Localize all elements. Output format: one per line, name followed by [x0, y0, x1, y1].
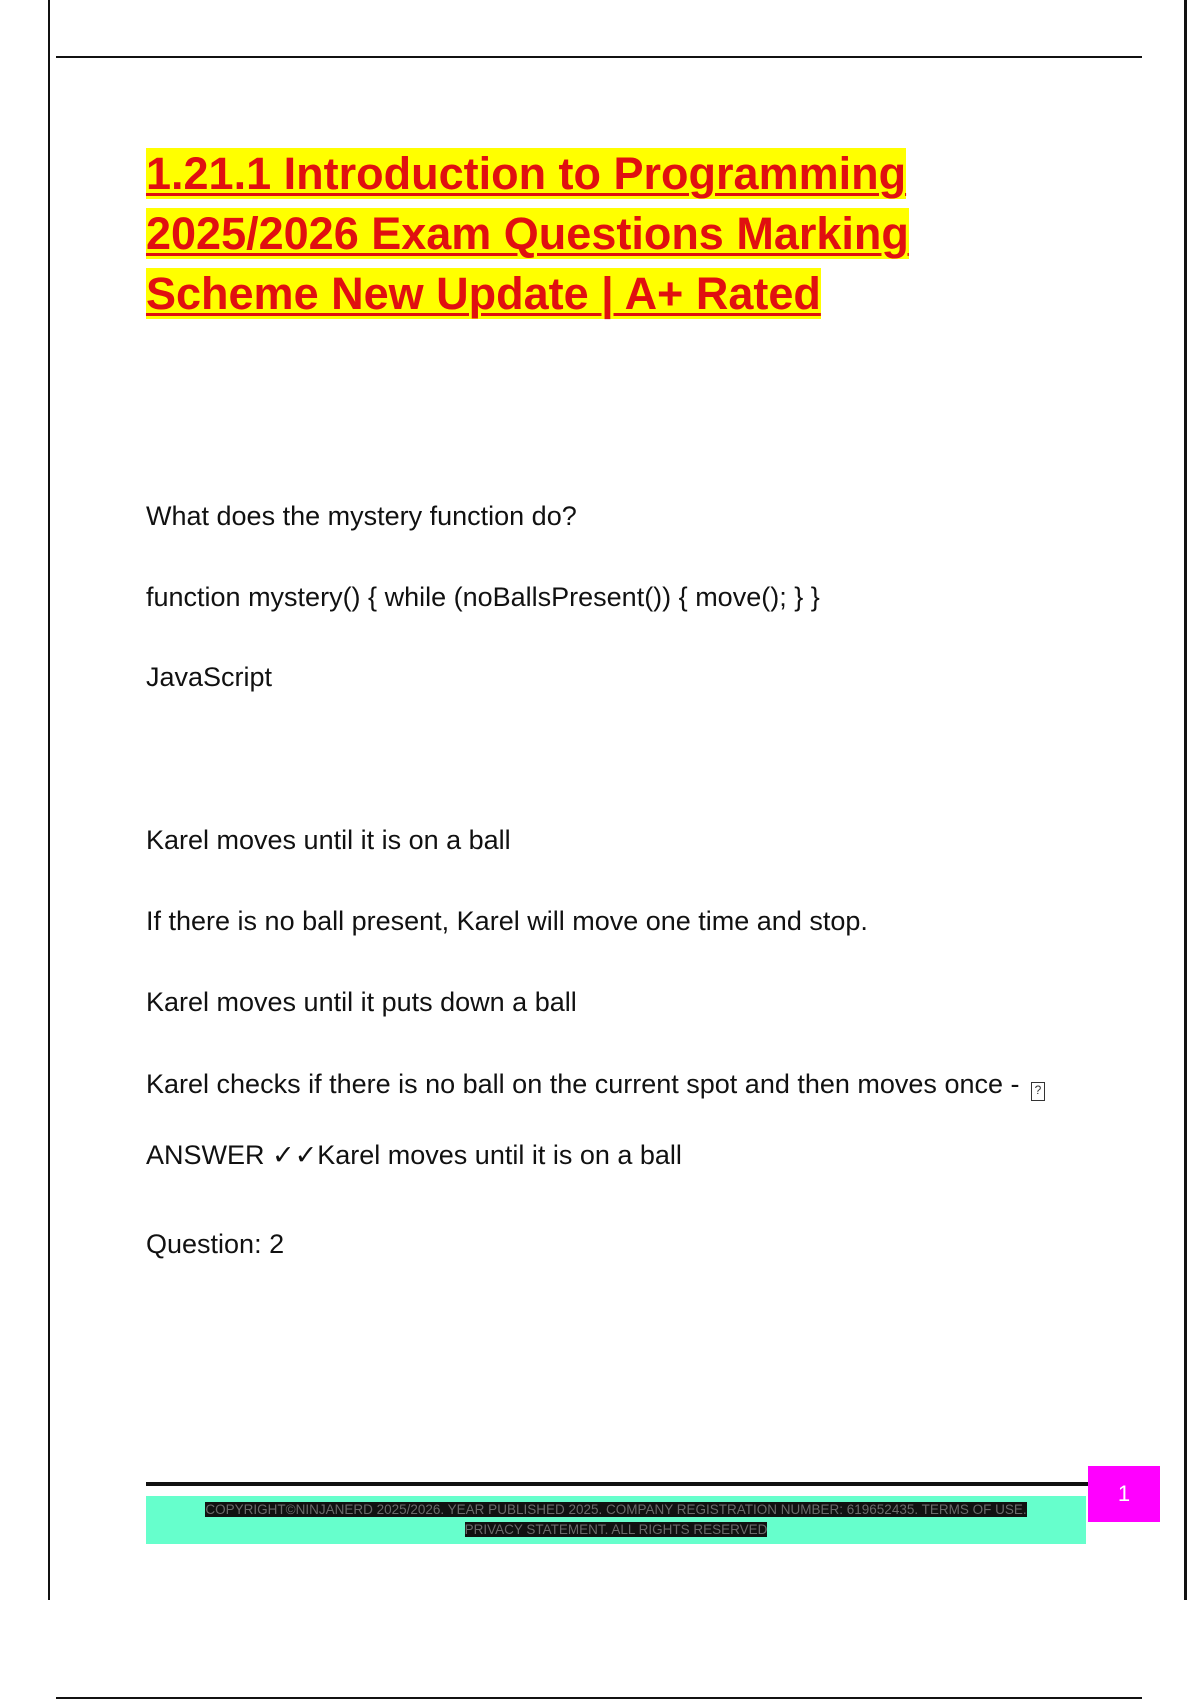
document-title-text: 1.21.1 Introduction to Programming 2025/2026 Exam Questions Marking Scheme New Update | A+ Rated [146, 148, 909, 319]
correct-answer: ANSWER ✓✓Karel moves until it is on a ball [146, 1140, 682, 1170]
missing-glyph-icon: ? [1031, 1082, 1045, 1101]
header-rule [56, 56, 1142, 58]
page-right-border [1184, 0, 1187, 1600]
footer-copyright [176, 1500, 1056, 1540]
footer-rule [146, 1482, 1088, 1486]
next-question-label: Question: 2 [146, 1229, 285, 1259]
footer-copyright-text: COPYRIGHT©NINJANERD 2025/2026. YEAR PUBLISHED 2025. COMPANY REGISTRATION NUMBER: 619652435. TERMS OF USE. PRIVACY STATEMENT. ALL RIGHTS RESERVED [205, 1502, 1027, 1537]
answer-option-2: If there is no ball present, Karel will move one time and stop. [146, 906, 868, 936]
answer-option-1: Karel moves until it is on a ball [146, 825, 511, 855]
next-page-rule [56, 1697, 1142, 1699]
page-number-badge: 1 [1088, 1466, 1160, 1522]
language-label: JavaScript [146, 662, 273, 692]
footer-copyright-band [146, 1496, 1086, 1544]
document-title [146, 144, 1046, 324]
question-text: What does the mystery function do? [146, 501, 577, 531]
answer-option-4-text: Karel checks if there is no ball on the current spot and then moves once - [146, 1069, 1027, 1099]
answer-option-3: Karel moves until it puts down a ball [146, 987, 577, 1017]
code-snippet: function mystery() { while (noBallsPresent()) { move(); } } [146, 582, 820, 612]
answer-option-4 [146, 1068, 1045, 1101]
page-left-border [48, 0, 50, 1600]
